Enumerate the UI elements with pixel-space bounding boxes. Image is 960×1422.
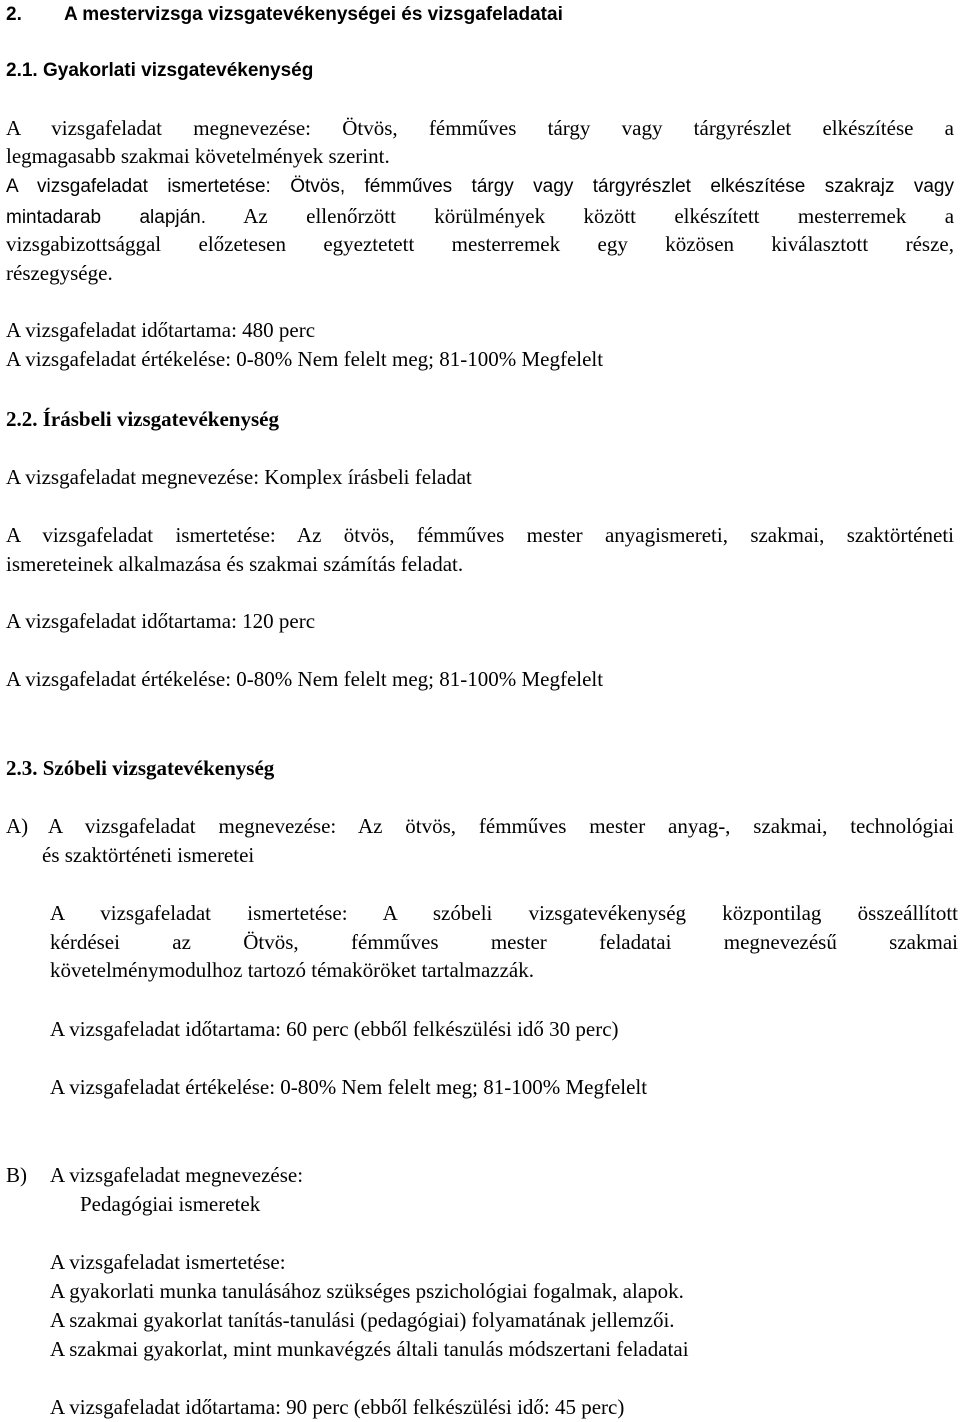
task-duration: A vizsgafeladat időtartama: 480 perc bbox=[6, 318, 316, 342]
oral-a-desc-line-2: kérdései az Ötvös, fémműves mester feladatai megnevezésű szakmai bbox=[50, 930, 958, 954]
task-desc-line-2a: mintadarab alapján. bbox=[6, 207, 207, 228]
oral-b-name-label: A vizsgafeladat megnevezése: bbox=[50, 1163, 304, 1187]
oral-b-name-value: Pedagógiai ismeretek bbox=[80, 1192, 261, 1216]
chapter-number: 2. bbox=[6, 4, 22, 25]
oral-b-marker: B) bbox=[6, 1163, 27, 1187]
oral-a-name-text: A vizsgafeladat megnevezése: Az ötvös, fémműves mester anyag-, szakmai, technológiai bbox=[48, 814, 954, 838]
oral-a-duration: A vizsgafeladat időtartama: 60 perc (ebből felkészülési idő 30 perc) bbox=[50, 1017, 619, 1041]
oral-b-desc-label: A vizsgafeladat ismertetése: bbox=[50, 1250, 286, 1274]
task-desc-line-1: A vizsgafeladat ismertetése: Ötvös, fémműves tárgy vagy tárgyrészlet elkészítése szakrajz vagy bbox=[6, 176, 954, 197]
oral-a-marker: A) bbox=[6, 814, 29, 838]
task-desc-line-2b: Az ellenőrzött körülmények között elkészített mesterremek a bbox=[243, 204, 955, 228]
task-evaluation: A vizsgafeladat értékelése: 0-80% Nem felelt meg; 81-100% Megfelelt bbox=[6, 347, 604, 371]
section-heading-2-1: 2.1. Gyakorlati vizsgatevékenység bbox=[6, 60, 314, 81]
task-name-line-2: legmagasabb szakmai követelmények szerint. bbox=[6, 144, 390, 168]
oral-b-desc-item: A gyakorlati munka tanulásához szükséges pszichológiai fogalmak, alapok. bbox=[50, 1279, 684, 1303]
chapter-heading bbox=[6, 0, 563, 29]
task-desc-line-2 bbox=[6, 202, 954, 231]
oral-b-desc-item: A szakmai gyakorlat tanítás-tanulási (pedagógiai) folyamatának jellemzői. bbox=[50, 1308, 675, 1332]
chapter-title: A mestervizsga vizsgatevékenységei és vizsgafeladatai bbox=[64, 4, 563, 25]
oral-a-desc-line-1: A vizsgafeladat ismertetése: A szóbeli vizsgatevékenység központilag összeállított bbox=[50, 901, 958, 925]
section-heading-2-2: 2.2. Írásbeli vizsgatevékenység bbox=[6, 407, 279, 431]
oral-a-name-line-2: és szaktörténeti ismeretei bbox=[42, 843, 255, 867]
written-task-evaluation: A vizsgafeladat értékelése: 0-80% Nem felelt meg; 81-100% Megfelelt bbox=[6, 667, 604, 691]
written-task-desc-line-1: A vizsgafeladat ismertetése: Az ötvös, fémműves mester anyagismereti, szakmai, szaktörténeti bbox=[6, 523, 954, 547]
oral-b-name-label-line bbox=[6, 1161, 303, 1190]
written-task-desc-line-2: ismereteinek alkalmazása és szakmai számítás feladat. bbox=[6, 552, 464, 576]
written-task-duration: A vizsgafeladat időtartama: 120 perc bbox=[6, 609, 316, 633]
oral-b-duration: A vizsgafeladat időtartama: 90 perc (ebből felkészülési idő: 45 perc) bbox=[50, 1395, 625, 1419]
oral-a-name-line-1 bbox=[6, 812, 954, 841]
task-desc-line-3: vizsgabizottsággal előzetesen egyeztetett mesterremek egy közösen kiválasztott része, bbox=[6, 232, 954, 256]
section-heading-2-3: 2.3. Szóbeli vizsgatevékenység bbox=[6, 756, 275, 780]
oral-a-desc-line-3: követelménymodulhoz tartozó témaköröket tartalmazzák. bbox=[50, 958, 534, 982]
task-name-line-1: A vizsgafeladat megnevezése: Ötvös, fémműves tárgy vagy tárgyrészlet elkészítése a bbox=[6, 116, 954, 140]
written-task-name: A vizsgafeladat megnevezése: Komplex írásbeli feladat bbox=[6, 465, 472, 489]
oral-a-evaluation: A vizsgafeladat értékelése: 0-80% Nem felelt meg; 81-100% Megfelelt bbox=[50, 1075, 648, 1099]
task-desc-line-4: részegysége. bbox=[6, 261, 113, 285]
oral-b-desc-item: A szakmai gyakorlat, mint munkavégzés általi tanulás módszertani feladatai bbox=[50, 1337, 689, 1361]
